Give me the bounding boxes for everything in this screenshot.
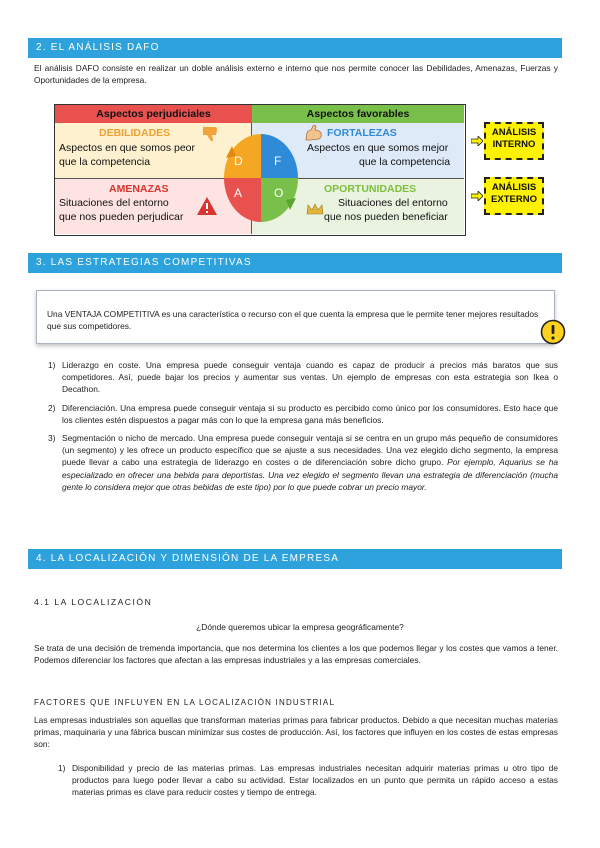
header-perjudiciales: Aspectos perjudiciales (55, 105, 252, 123)
section-2-header: 2. EL ANÁLISIS DAFO (28, 38, 562, 58)
item-text: Segmentación o nicho de mercado. Una empresa puede conseguir ventaja si se centra en un grupo más pequeño de consumidores (un segmento) y les ofrece un producto específico que se ajuste a sus necesidades. Una vez elegido dicho segmento, la empresa puede llevar a cabo una estrategia de liderazgo en costes o de diferenciación sobre dicho grupo. (62, 432, 558, 468)
letter-f: F (274, 154, 282, 168)
oportunidades-text-2: que nos pueden beneficiar (324, 211, 448, 223)
externo-line-2: EXTERNO (491, 193, 537, 205)
exclamation-icon (540, 319, 566, 345)
item-text: Diferenciación. Una empresa puede conseguir ventaja si su producto es percibido como único por los consumidores. Esto hace que los clientes estén dispuestos a pagar más con lo que la empresa gana más beneficios. (62, 402, 558, 425)
factores-title: FACTORES QUE INFLUYEN EN LA LOCALIZACIÓN INDUSTRIAL (34, 698, 336, 707)
factores-intro: Las empresas industriales son aquellas que transforman materias primas para fabricar productos. Debido a que necesitan muchas materias primas, maquinaria y una fábrica buscan minimizar sus costes de producción. Así, los factores que influyen en los costes de estas empresas son: (34, 715, 558, 750)
ventaja-text: Una VENTAJA COMPETITIVA es una característica o recurso con el que cuenta la empresa que le permite tener mejores resultados que sus competidores. (47, 309, 539, 332)
amenazas-title: AMENAZAS (109, 183, 169, 195)
list-item (34, 432, 558, 493)
section-4-header: 4. LA LOCALIZACIÓN Y DIMENSIÓN DE LA EMPRESA (28, 549, 562, 569)
letter-o: O (274, 186, 284, 200)
item-text: Liderazgo en coste. Una empresa puede conseguir ventaja cuando es capaz de producir a precios más baratos que sus competidores. Así, puede bajar los precios y aumentar sus ventas. Un ejemplo de empresas con esta estrategia son Ikea o Decathon. (62, 360, 558, 395)
estrategias-list (34, 359, 558, 499)
flexed-arm-icon (304, 124, 324, 142)
section-3-header: 3. LAS ESTRATEGIAS COMPETITIVAS (28, 253, 562, 273)
list-item (34, 402, 558, 426)
header-favorables: Aspectos favorables (252, 105, 464, 123)
crown-icon (306, 203, 324, 215)
analisis-interno-box (484, 122, 544, 160)
subsection-title: 4.1 LA LOCALIZACIÓN (34, 597, 153, 607)
fortalezas-title: FORTALEZAS (327, 127, 397, 139)
arrow-right-icon (471, 191, 483, 201)
localizacion-intro: Se trata de una decisión de tremenda importancia, que nos determina los clientes a los que podemos llegar y los costes que vamos a tener. Podemos diferenciar los factores que afectan a las empresas industriales y a las empresas comerciales. (34, 643, 558, 666)
list-item (44, 762, 558, 799)
warning-triangle-icon (196, 196, 218, 216)
dafo-matrix (54, 104, 466, 236)
dafo-intro: El análisis DAFO consiste en realizar un doble análisis externo e interno que nos permite conocer las Debilidades, Amenazas, Fuerzas y Oportunidades de la empresa. (34, 63, 558, 86)
item-number: 3) (48, 432, 56, 443)
factores-list (44, 762, 558, 805)
thumbs-down-icon (201, 125, 219, 143)
item-number: 1) (58, 763, 66, 773)
item-text: Disponibilidad y precio de las materias primas. Las empresas industriales necesitan adquirir materias primas u otro tipo de productos para luego poder llevar a cabo su actividad. Estar localizados en un punto que permita un rápido acceso a estas materias primas es clave para reducir costes y tiempo de entrega. (72, 763, 558, 798)
interno-line-2: INTERNO (492, 138, 536, 150)
interno-line-1: ANÁLISIS (491, 127, 537, 138)
oportunidades-title: OPORTUNIDADES (324, 183, 417, 195)
debilidades-text-2: que la competencia (59, 156, 151, 168)
oportunidades-text-1: Situaciones del entorno (338, 197, 448, 209)
letter-d: D (234, 154, 243, 168)
list-item (34, 359, 558, 396)
externo-line-1: ANÁLISIS (491, 182, 537, 193)
item-number: 1) (48, 360, 56, 370)
question-text: ¿Dónde queremos ubicar la empresa geográficamente? (196, 622, 404, 632)
ventaja-competitiva-box (36, 290, 555, 344)
arrow-right-icon (471, 136, 483, 146)
debilidades-text-1: Aspectos en que somos peor (59, 142, 195, 154)
letter-a: A (234, 186, 243, 200)
fortalezas-text-1: Aspectos en que somos mejor (307, 142, 449, 154)
fortalezas-text-2: que la competencia (359, 156, 451, 168)
debilidades-title: DEBILIDADES (99, 127, 171, 139)
amenazas-text-2: que nos pueden perjudicar (59, 211, 184, 223)
dafo-cycle-graphic (222, 132, 300, 224)
analisis-externo-box (484, 177, 544, 215)
amenazas-text-1: Situaciones del entorno (59, 197, 169, 209)
item-number: 2) (48, 402, 56, 413)
item-example: Por ejemplo, Aquarius se ha especializado en ofrecer una bebida para deportistas. Una vez elegido el segmento llevan una estrategia de diferenciación (mucha gente lo considera mejor que otras bebidas de este tipo) por lo que puede cobrar un precio mayor. (62, 457, 559, 492)
